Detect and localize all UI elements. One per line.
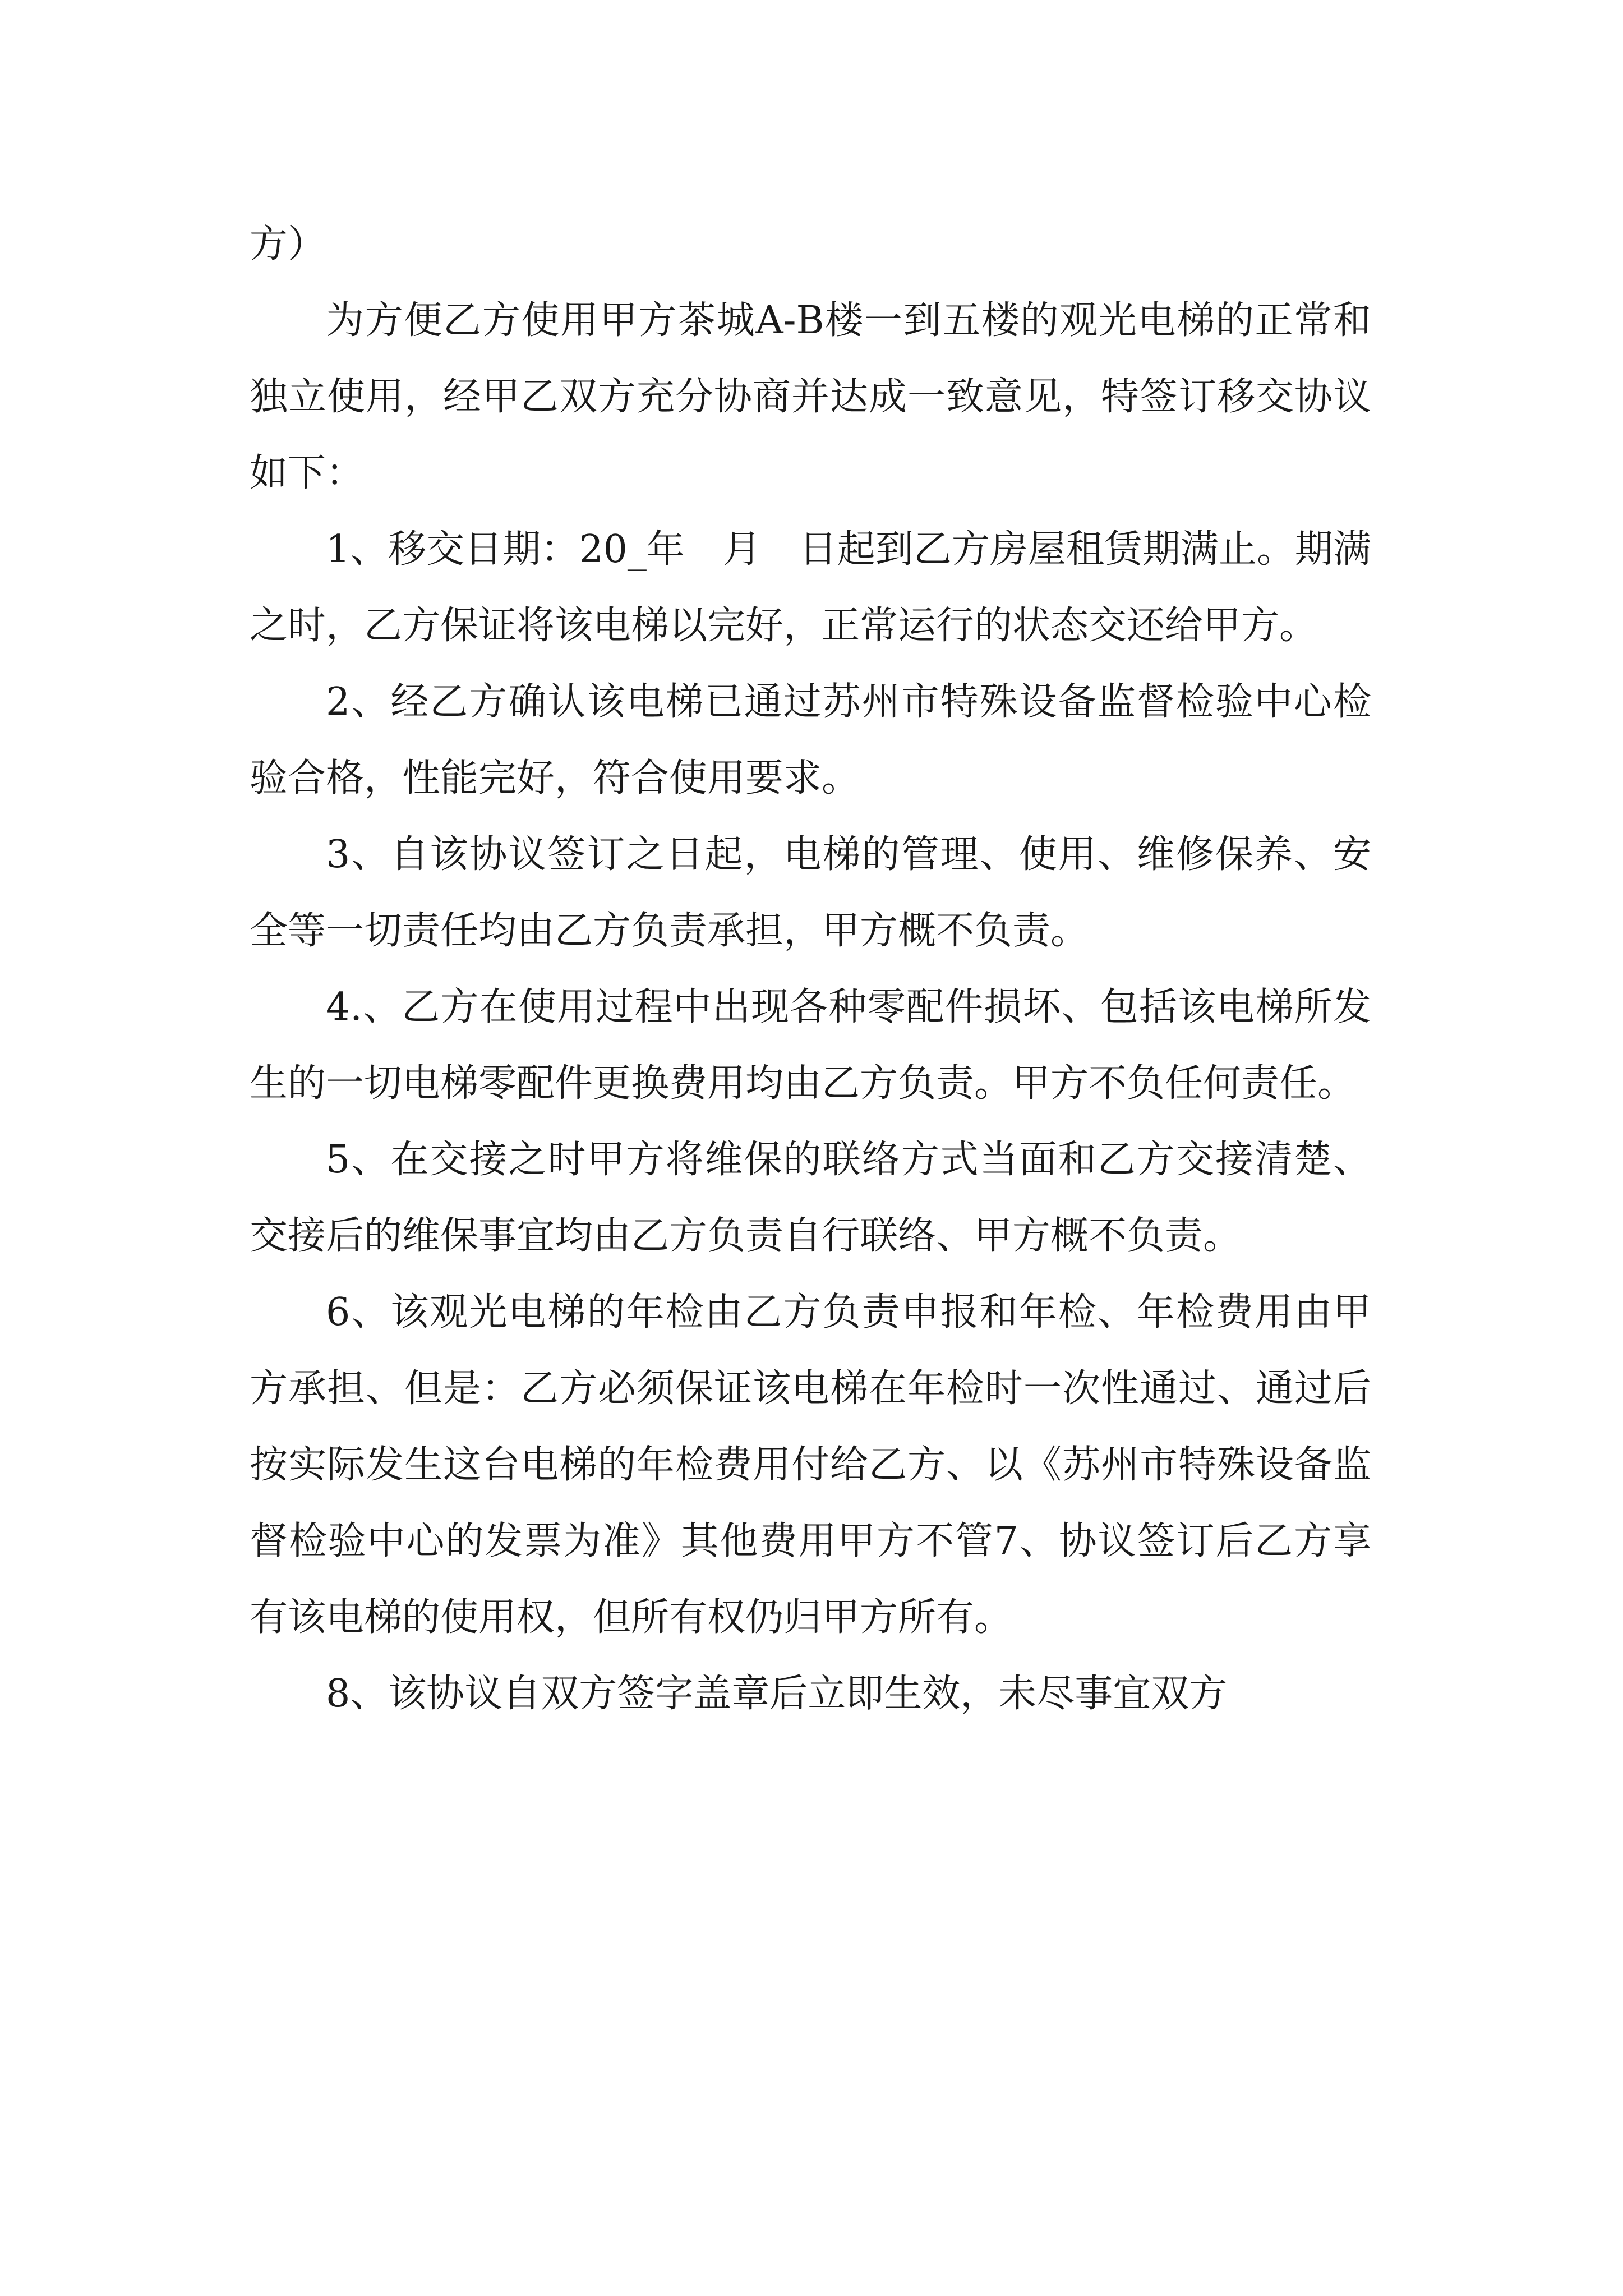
paragraph-clause-4: 4.、乙方在使用过程中出现各种零配件损坏、包括该电梯所发生的一切电梯零配件更换费用均由乙方负责。甲方不负任何责任。 [250,985,1371,1106]
paragraph-clause-8: 8、该协议自双方签字盖章后立即生效，未尽事宜双方 [326,1672,1228,1716]
paragraph-clause-3: 3、自该协议签订之日起，电梯的管理、使用、维修保养、安全等一切责任均由乙方负责承担，甲方概不负责。 [250,832,1371,953]
document-body [250,206,1371,1732]
paragraph-intro: 为方便乙方使用甲方茶城A-B楼一到五楼的观光电梯的正常和独立使用，经甲乙双方充分协商并达成一致意见，特签订移交协议如下： [250,298,1371,495]
paragraph-clause-6: 6、该观光电梯的年检由乙方负责申报和年检、年检费用由甲方承担、但是：乙方必须保证该电梯在年检时一次性通过、通过后按实际发生这台电梯的年检费用付给乙方、以《苏州市特殊设备监督检验中心的发票为准》其他费用甲方不管7、协议签订后乙方享有该电梯的使用权，但所有权仍归甲方所有。 [250,1290,1371,1640]
paragraph-continuation: 方） [250,222,326,266]
paragraph-clause-1: 1、移交日期：20_年 月 日起到乙方房屋租赁期满止。期满之时，乙方保证将该电梯以完好，正常运行的状态交还给甲方。 [250,527,1371,648]
paragraph-clause-2: 2、经乙方确认该电梯已通过苏州市特殊设备监督检验中心检验合格，性能完好，符合使用要求。 [250,680,1371,800]
paragraph-clause-5: 5、在交接之时甲方将维保的联络方式当面和乙方交接清楚、交接后的维保事宜均由乙方负责自行联络、甲方概不负责。 [250,1138,1371,1258]
